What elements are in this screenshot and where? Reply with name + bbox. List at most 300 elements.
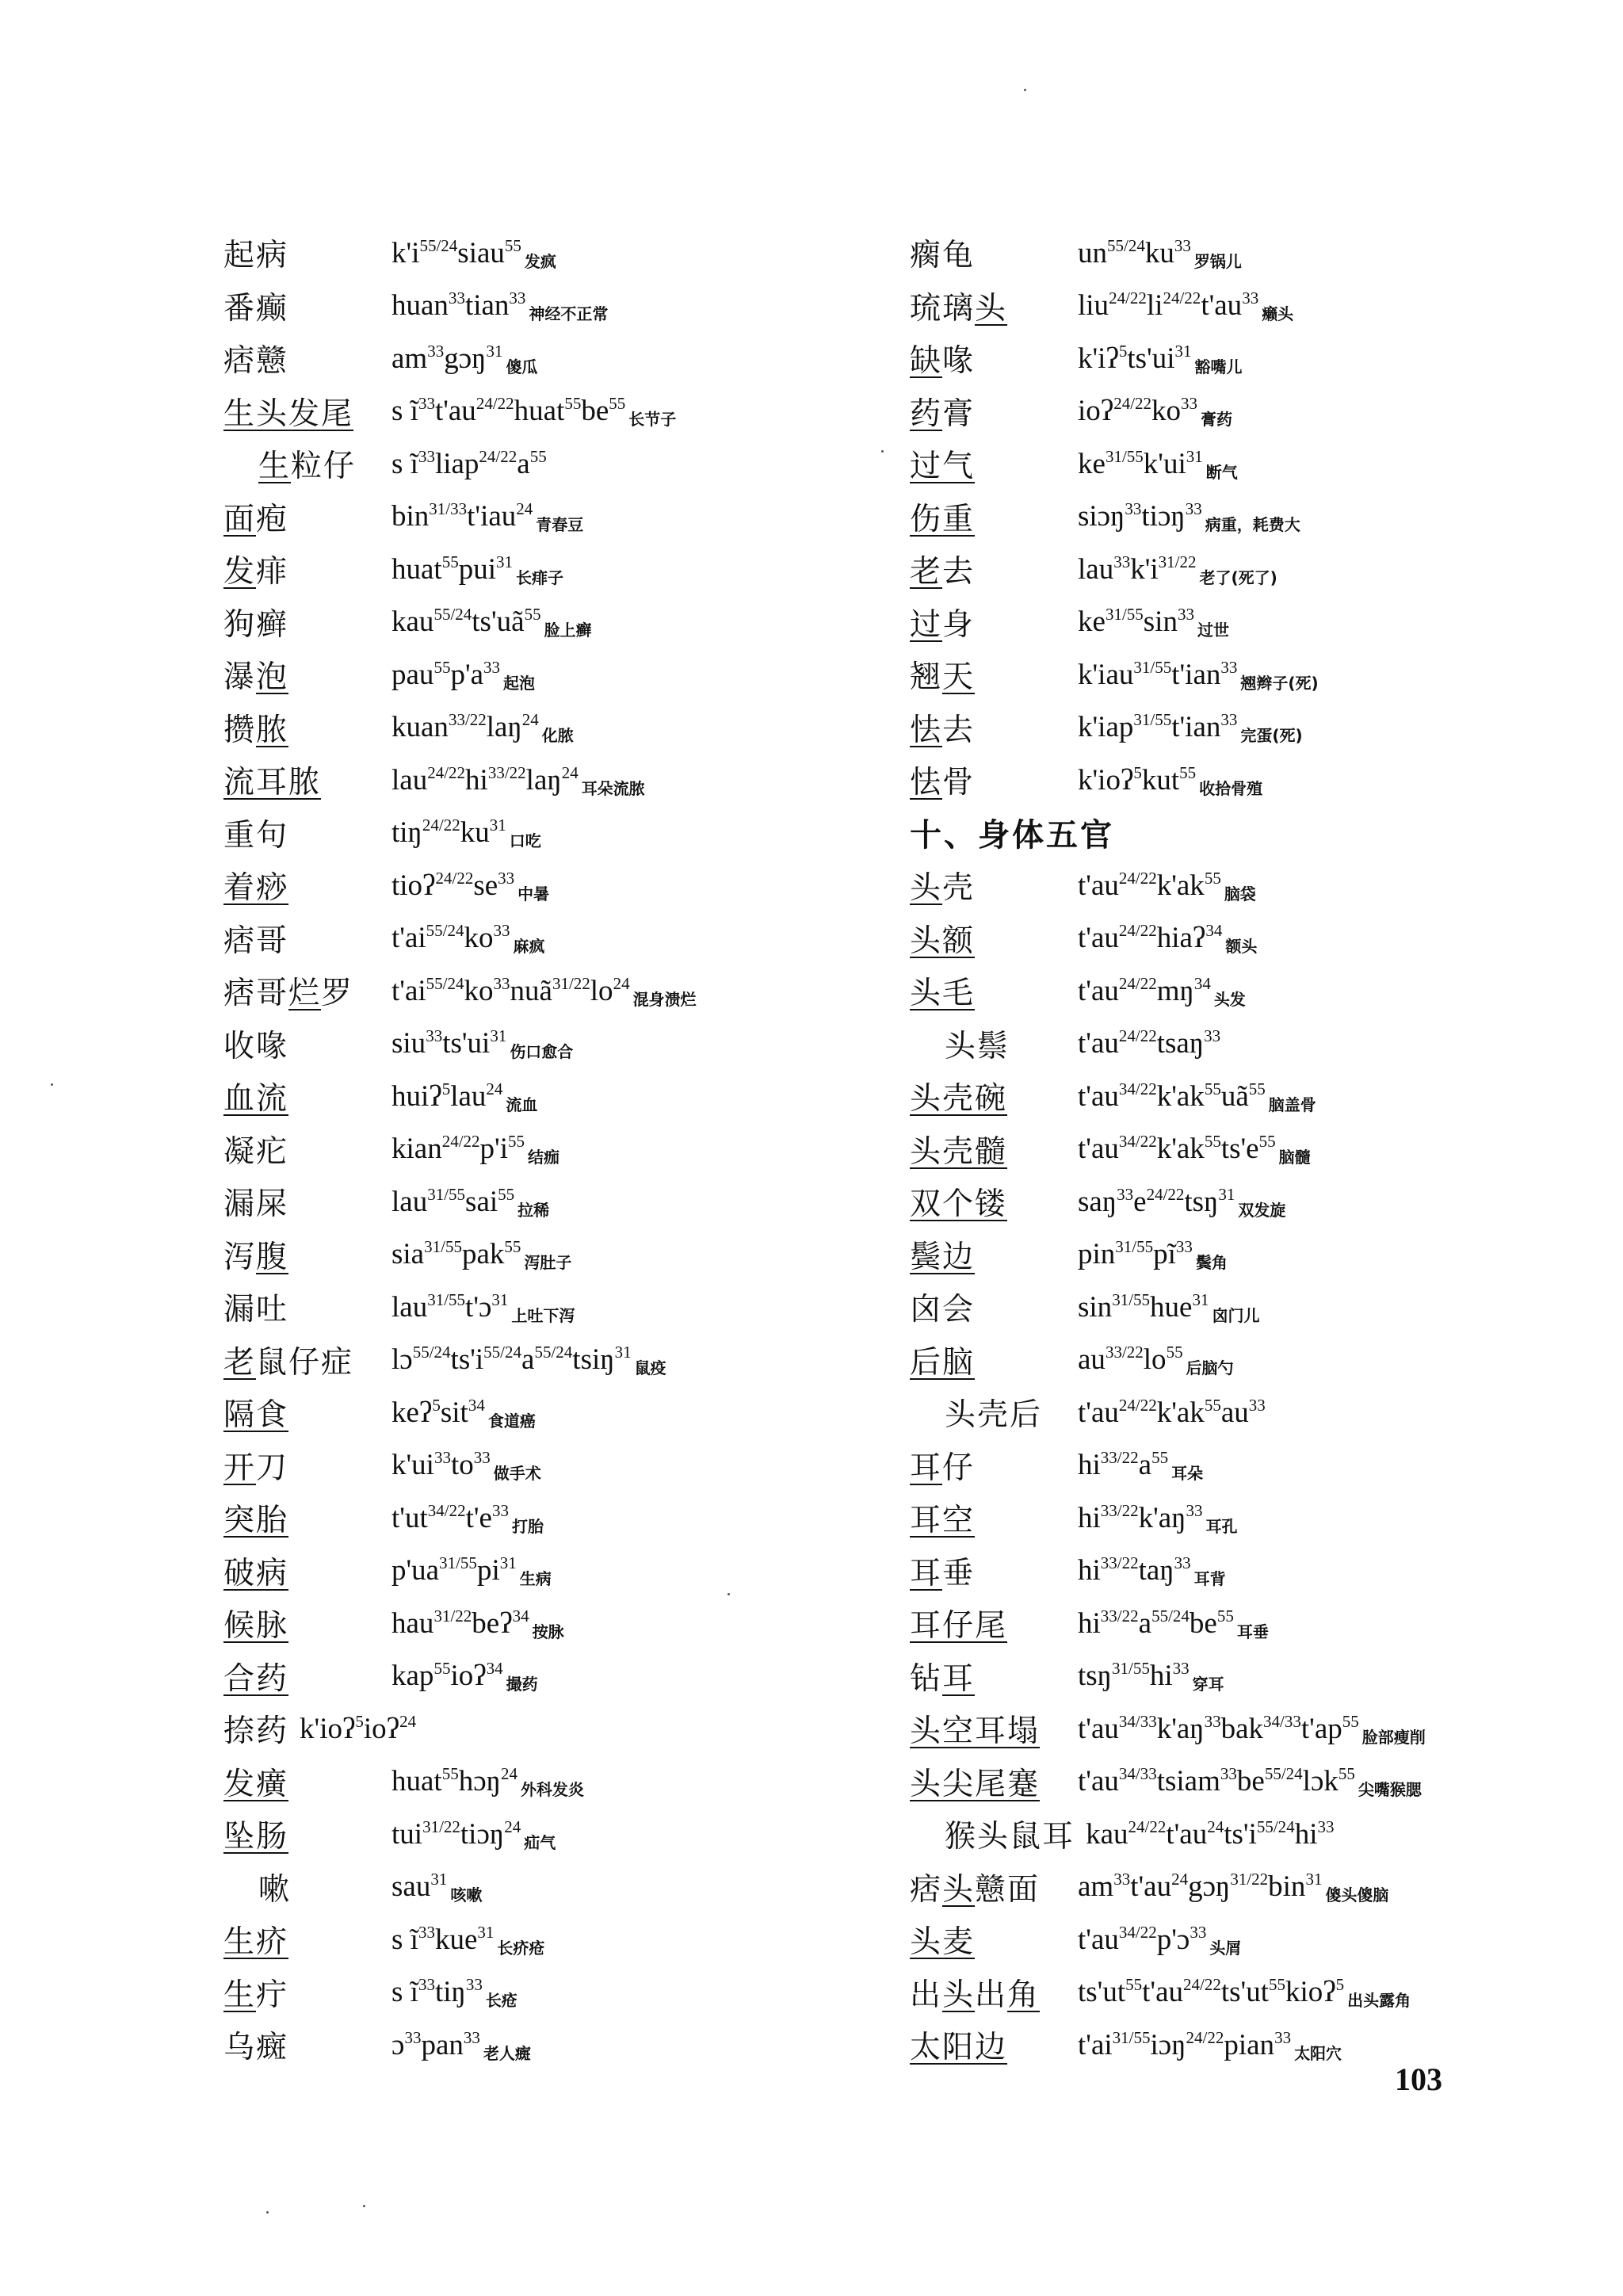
term-char: 头 bbox=[910, 923, 943, 959]
term-char: 破 bbox=[223, 1555, 257, 1591]
term-char: 发 bbox=[223, 554, 257, 590]
entry-term bbox=[223, 968, 391, 1013]
entry-row bbox=[910, 491, 1583, 544]
entry-pronunciation: ɔ$^{33}$pan$^{33}$ bbox=[391, 2027, 480, 2061]
entry-pronunciation: s $ĩ^{33}tiŋ^{33}$ bbox=[391, 1975, 483, 2009]
entry-gloss: 豁嘴儿 bbox=[1194, 357, 1243, 376]
entry-pronunciation: $hi^{33/22}k'aŋ^{33}$ bbox=[1078, 1500, 1203, 1534]
entry-term bbox=[223, 441, 391, 486]
term-char: 鼠 bbox=[1010, 1819, 1043, 1855]
term-char: 粒 bbox=[291, 449, 324, 485]
scan-speck bbox=[727, 1593, 730, 1595]
term-char: 边 bbox=[975, 2030, 1008, 2066]
term-char: 头 bbox=[910, 1713, 943, 1750]
term-char: 戆 bbox=[975, 1871, 1008, 1908]
entry-pronunciation: huat$^{55}$pui$^{31}$ bbox=[391, 552, 513, 586]
term-char: 痧 bbox=[256, 870, 289, 907]
term-char: 哥 bbox=[256, 976, 289, 1012]
term-char: 老 bbox=[910, 554, 943, 590]
entry-row bbox=[910, 1861, 1583, 1914]
entry-pronunciation: k'iap$^{31/55}$t'ian$^{33}$ bbox=[1078, 710, 1238, 744]
term-char: 猴 bbox=[945, 1819, 978, 1855]
entry-row bbox=[223, 1228, 897, 1282]
entry-pronunciation: $t'au^{34/22}k'ak^{55}uã^{55}$ bbox=[1078, 1079, 1266, 1113]
entry-row bbox=[223, 437, 897, 491]
entry-row bbox=[223, 227, 897, 280]
term-char: 着 bbox=[223, 870, 257, 907]
term-char: 钻 bbox=[910, 1660, 943, 1697]
term-char: 流 bbox=[256, 1081, 289, 1117]
entry-gloss: 长疮 bbox=[485, 1991, 517, 2011]
term-char: 喙 bbox=[942, 343, 976, 380]
entry-gloss: 翘辫子(死) bbox=[1240, 673, 1319, 693]
term-char: 流 bbox=[223, 765, 257, 801]
term-char: 发 bbox=[288, 395, 322, 432]
entry-row bbox=[910, 912, 1583, 965]
entry-row bbox=[223, 1966, 897, 2019]
term-char: 怯 bbox=[910, 712, 943, 748]
entry-gloss: 中暑 bbox=[517, 884, 550, 904]
term-char: 吐 bbox=[256, 1292, 289, 1328]
term-char: 药 bbox=[256, 1660, 289, 1697]
right-column bbox=[910, 227, 1583, 2072]
entry-gloss: 额头 bbox=[1225, 937, 1258, 957]
entry-term bbox=[910, 600, 1078, 644]
term-char: 垂 bbox=[942, 1555, 976, 1591]
term-char: 龟 bbox=[942, 238, 976, 274]
term-char: 额 bbox=[942, 923, 976, 959]
entry-gloss: 傻瓜 bbox=[506, 357, 538, 376]
scan-speck bbox=[51, 1083, 53, 1086]
entry-row bbox=[223, 1755, 897, 1809]
entry-row bbox=[223, 1808, 897, 1861]
term-char: 塌 bbox=[1007, 1713, 1041, 1750]
entry-pronunciation: tui$^{31/22}$tiɔŋ$^{24}$ bbox=[391, 1817, 521, 1851]
entry-gloss: 结痂 bbox=[528, 1148, 559, 1167]
entry-pronunciation: $ke^{31/55}k'ui^{31}$ bbox=[1078, 446, 1203, 480]
term-char: 面 bbox=[223, 501, 257, 537]
term-char: 头 bbox=[942, 1977, 976, 2013]
term-char: 膏 bbox=[942, 395, 976, 432]
entry-pronunciation: $am^{33}gɔŋ^{31}$ bbox=[391, 341, 503, 375]
entry-pronunciation: s $ĩ^{33}liap^{24/22}a^{55}$ bbox=[391, 446, 547, 480]
term-char: 疔 bbox=[256, 1977, 289, 2013]
term-char: 瀑 bbox=[223, 659, 257, 696]
entry-term bbox=[910, 1074, 1078, 1118]
entry-gloss: 按脉 bbox=[532, 1622, 564, 1641]
entry-pronunciation: siɔŋ$^{33}$tiɔŋ$^{33}$ bbox=[1078, 499, 1202, 533]
term-char: 捺 bbox=[223, 1713, 257, 1750]
term-char: 漏 bbox=[223, 1186, 257, 1223]
entry-term bbox=[223, 1706, 288, 1751]
term-char: 边 bbox=[942, 1239, 976, 1275]
entry-pronunciation: $ts'ut^{55}t'au^{24/22}ts'ut^{55}kioʔ^5$ bbox=[1078, 1975, 1345, 2009]
entry-pronunciation: sia$^{31/55}$pak$^{55}$ bbox=[391, 1237, 521, 1271]
entry-gloss: 外科发炎 bbox=[520, 1780, 584, 1800]
term-char: 药 bbox=[256, 1713, 289, 1750]
term-char: 璃 bbox=[942, 290, 976, 327]
entry-gloss: 收拾骨殖 bbox=[1199, 778, 1263, 798]
entry-pronunciation: $kau^{24/22}t'au^{24}ts'i^{55/24}hi^{33}$ bbox=[1086, 1817, 1335, 1851]
entry-pronunciation: $kian^{24/22}p'i^{55}$ bbox=[391, 1132, 525, 1166]
term-char: 脓 bbox=[288, 765, 322, 801]
entry-pronunciation: $am^{33}t'au^{24}gɔŋ^{31/22}bin^{31}$ bbox=[1078, 1870, 1323, 1904]
entry-term bbox=[223, 652, 391, 697]
entry-row bbox=[910, 1913, 1583, 1966]
entry-pronunciation: k'ioʔ$^5$ioʔ$^{24}$ bbox=[300, 1711, 417, 1745]
entry-gloss: 老人癍 bbox=[483, 2043, 531, 2063]
entry-term bbox=[223, 1917, 391, 1962]
entry-gloss: 发疯 bbox=[524, 251, 556, 271]
term-char: 病 bbox=[256, 238, 289, 274]
entry-term bbox=[223, 389, 391, 434]
term-char: 突 bbox=[223, 1503, 257, 1539]
entry-pronunciation: $hi^{33/22}a^{55/24}be^{55}$ bbox=[1078, 1606, 1234, 1640]
entry-pronunciation: $p'ua^{31/55}pi^{31}$ bbox=[391, 1553, 517, 1587]
entry-pronunciation: $liu^{24/22}li^{24/22}t'au^{33}$ bbox=[1078, 288, 1259, 323]
entry-term bbox=[223, 1812, 391, 1856]
entry-term bbox=[223, 1285, 391, 1329]
entry-row bbox=[910, 1070, 1583, 1123]
term-char: 去 bbox=[942, 712, 976, 748]
term-char: 生 bbox=[223, 395, 257, 432]
entry-pronunciation: $t'au^{24/22}hiaʔ^{34}$ bbox=[1078, 921, 1223, 955]
term-char: 会 bbox=[942, 1292, 976, 1328]
entry-term bbox=[223, 1127, 391, 1171]
entry-gloss: 神经不正常 bbox=[529, 304, 609, 324]
term-char: 瘸 bbox=[910, 238, 943, 274]
entry-row bbox=[223, 1650, 897, 1703]
entry-gloss: 混身溃烂 bbox=[632, 989, 697, 1009]
term-char: 重 bbox=[942, 501, 976, 537]
entry-pronunciation: $k'iʔ^5ts'ui^{31}$ bbox=[1078, 341, 1192, 375]
term-char: 坠 bbox=[223, 1819, 257, 1855]
entry-term bbox=[223, 284, 391, 328]
term-char: 狗 bbox=[223, 606, 257, 643]
entry-pronunciation: lau$^{31/55}$sai$^{55}$ bbox=[391, 1184, 515, 1218]
entry-gloss: 后脑勺 bbox=[1186, 1358, 1234, 1378]
entry-row bbox=[223, 1861, 897, 1914]
entry-row bbox=[910, 1175, 1583, 1228]
entry-gloss: 脸上癣 bbox=[544, 621, 592, 640]
entry-pronunciation: kuan$^{33/22}$laŋ$^{24}$ bbox=[391, 710, 539, 744]
term-char: 缺 bbox=[910, 343, 943, 380]
entry-pronunciation: $t'au^{34/33}k'aŋ^{33}bak^{34/33}t'ap^{55}$ bbox=[1078, 1711, 1359, 1745]
entry-term bbox=[910, 1338, 1078, 1382]
term-char: 头 bbox=[945, 1028, 978, 1064]
term-char: 髓 bbox=[975, 1133, 1008, 1170]
term-char: 个 bbox=[942, 1186, 976, 1223]
term-char: 耳 bbox=[910, 1555, 943, 1591]
entry-gloss: 打胎 bbox=[511, 1516, 544, 1536]
entry-gloss: 口吃 bbox=[509, 831, 541, 851]
term-char: 收 bbox=[223, 1028, 257, 1064]
entry-gloss: 脑盖骨 bbox=[1268, 1095, 1316, 1114]
entry-pronunciation: $t'au^{34/22}k'ak^{55}ts'e^{55}$ bbox=[1078, 1132, 1276, 1166]
entry-gloss: 脸部瘦削 bbox=[1361, 1727, 1426, 1747]
entry-pronunciation: $t'ai^{31/55}iɔŋ^{24/22}pian^{33}$ bbox=[1078, 2027, 1292, 2061]
entry-row bbox=[223, 1018, 897, 1071]
entry-gloss: 病重，耗费大 bbox=[1205, 515, 1300, 535]
entry-gloss: 太阳穴 bbox=[1294, 2043, 1342, 2063]
term-char: 镂 bbox=[975, 1186, 1008, 1223]
entry-pronunciation: $t'au^{24/22}k'ak^{55}$ bbox=[1078, 868, 1221, 902]
entry-row bbox=[910, 1492, 1583, 1545]
term-char: 麦 bbox=[942, 1924, 976, 1961]
entry-pronunciation: $au^{33/22}lo^{55}$ bbox=[1078, 1343, 1183, 1377]
entry-gloss: 头发 bbox=[1213, 989, 1246, 1009]
scan-speck bbox=[266, 2211, 269, 2214]
entry-term bbox=[223, 547, 391, 591]
term-char: 壳 bbox=[977, 1397, 1010, 1434]
term-char: 耳 bbox=[910, 1608, 943, 1645]
term-char: 空 bbox=[942, 1713, 976, 1750]
entry-pronunciation: s $ĩ^{33}kue^{31}$ bbox=[391, 1922, 495, 1956]
entry-row bbox=[223, 1439, 897, 1492]
entry-row bbox=[910, 1228, 1583, 1282]
term-char: 番 bbox=[223, 290, 257, 327]
entry-term bbox=[910, 758, 1078, 802]
entry-pronunciation: $k'i^{55/24}siau^{55}$ bbox=[391, 235, 521, 269]
entry-gloss: 生病 bbox=[519, 1569, 552, 1589]
entry-term bbox=[223, 1759, 391, 1804]
entry-pronunciation: bin$^{31/33}$t'iau$^{24}$ bbox=[391, 499, 533, 533]
entry-term bbox=[910, 1654, 1078, 1698]
term-char: 壳 bbox=[942, 1081, 976, 1117]
entry-term bbox=[223, 495, 391, 539]
term-char: 仔 bbox=[288, 1344, 322, 1381]
entry-term bbox=[910, 1496, 1078, 1540]
term-char: 痞 bbox=[910, 1871, 943, 1908]
term-char: 凝 bbox=[223, 1133, 257, 1170]
entry-row bbox=[910, 807, 1583, 860]
entry-term bbox=[910, 1917, 1078, 1962]
entry-gloss: 罗锅儿 bbox=[1193, 251, 1242, 271]
entry-gloss: 长疥疮 bbox=[497, 1938, 545, 1958]
entry-pronunciation: s $ĩ^{33}t'au^{24/22}huat^{55}be^{55}$ bbox=[391, 394, 626, 428]
entry-pronunciation: $k'ui^{33}to^{33}$ bbox=[391, 1448, 491, 1482]
term-char: 起 bbox=[223, 238, 257, 274]
entry-row bbox=[910, 1808, 1583, 1861]
entry-row bbox=[910, 1597, 1583, 1650]
entry-row bbox=[910, 1334, 1583, 1387]
entry-gloss: 膏药 bbox=[1201, 410, 1233, 430]
entry-term bbox=[910, 1970, 1078, 2015]
entry-term bbox=[910, 1232, 1078, 1277]
entry-term bbox=[910, 231, 1078, 275]
entry-term bbox=[910, 547, 1078, 591]
term-char: 耳 bbox=[910, 1503, 943, 1539]
entry-row bbox=[910, 1755, 1583, 1809]
entry-term bbox=[910, 863, 1078, 907]
term-char: 头 bbox=[975, 290, 1008, 327]
entry-pronunciation: $t'ai^{55/24}ko^{33}$ bbox=[391, 921, 510, 955]
term-char: 尾 bbox=[975, 1766, 1008, 1802]
term-char: 出 bbox=[975, 1977, 1008, 2013]
entry-row bbox=[910, 965, 1583, 1018]
entry-gloss: 脑袋 bbox=[1224, 884, 1256, 904]
entry-gloss: 过世 bbox=[1197, 621, 1229, 640]
term-char: 癀 bbox=[256, 1766, 289, 1802]
entry-gloss: 鼠疫 bbox=[634, 1358, 666, 1378]
entry-pronunciation: k'ioʔ$^5$kut$^{55}$ bbox=[1078, 762, 1197, 797]
scan-speck bbox=[881, 450, 884, 453]
term-char: 疱 bbox=[256, 501, 289, 537]
term-char: 老 bbox=[223, 1344, 257, 1381]
entry-pronunciation: $lau^{33}k'i^{31/22}$ bbox=[1078, 552, 1197, 586]
term-char: 发 bbox=[223, 1766, 257, 1802]
term-char: 琉 bbox=[910, 290, 943, 327]
entry-gloss: 头屑 bbox=[1209, 1938, 1242, 1958]
entry-row bbox=[223, 2019, 897, 2072]
entry-term bbox=[910, 916, 1078, 961]
entry-gloss: 伤口愈合 bbox=[510, 1042, 574, 1062]
term-char: 喙 bbox=[256, 1028, 289, 1064]
entry-gloss: 傻头傻脑 bbox=[1325, 1885, 1389, 1905]
term-char: 骨 bbox=[942, 765, 976, 801]
entry-term bbox=[223, 1601, 391, 1645]
entry-gloss: 耳朵 bbox=[1171, 1464, 1204, 1484]
term-char: 尾 bbox=[321, 395, 354, 432]
term-char: 开 bbox=[223, 1450, 257, 1486]
term-char: 头 bbox=[977, 1819, 1010, 1855]
entry-gloss: 老了(死了) bbox=[1199, 567, 1277, 587]
entry-term bbox=[910, 1759, 1078, 1804]
entry-term bbox=[910, 1285, 1078, 1329]
term-char: 句 bbox=[256, 817, 289, 854]
entry-gloss: 泻肚子 bbox=[524, 1253, 572, 1273]
term-char: 去 bbox=[942, 554, 976, 590]
term-char: 尖 bbox=[942, 1766, 976, 1802]
entry-row bbox=[910, 1439, 1583, 1492]
term-char: 病 bbox=[256, 1555, 289, 1591]
term-char: 双 bbox=[910, 1186, 943, 1223]
entry-row bbox=[910, 859, 1583, 912]
term-char: 过 bbox=[910, 606, 943, 643]
entry-row bbox=[223, 701, 897, 755]
entry-row bbox=[223, 491, 897, 544]
term-char: 翘 bbox=[910, 659, 943, 696]
term-char: 腹 bbox=[256, 1239, 289, 1275]
term-char: 耳 bbox=[1042, 1819, 1075, 1855]
entry-row bbox=[223, 596, 897, 649]
entry-gloss: 上吐下泻 bbox=[511, 1305, 575, 1325]
entry-row bbox=[910, 1281, 1583, 1334]
entry-term bbox=[223, 1654, 391, 1698]
entry-row bbox=[910, 596, 1583, 649]
entry-row bbox=[223, 332, 897, 385]
entry-row bbox=[910, 1018, 1583, 1071]
term-char: 痞 bbox=[223, 923, 257, 959]
entry-row bbox=[910, 1386, 1583, 1439]
term-char: 痱 bbox=[256, 554, 289, 590]
term-char: 伤 bbox=[910, 501, 943, 537]
term-char: 头 bbox=[256, 395, 289, 432]
entry-gloss: 囟门儿 bbox=[1212, 1305, 1260, 1325]
entry-row bbox=[910, 1545, 1583, 1598]
term-char: 壳 bbox=[942, 1133, 976, 1170]
entry-term bbox=[910, 968, 1078, 1013]
term-char: 仔 bbox=[942, 1450, 976, 1486]
entry-gloss: 长节子 bbox=[628, 410, 677, 430]
entry-term bbox=[223, 600, 391, 644]
entry-row bbox=[223, 1913, 897, 1966]
entry-pronunciation: huiʔ$^5$lau$^{24}$ bbox=[391, 1079, 503, 1113]
entry-term bbox=[223, 1232, 391, 1277]
entry-gloss: 完蛋(死) bbox=[1240, 726, 1303, 746]
entry-gloss: 撮药 bbox=[506, 1675, 538, 1694]
entry-row bbox=[910, 1650, 1583, 1703]
entry-row bbox=[223, 1123, 897, 1176]
entry-pronunciation: $t'au^{24/22}mŋ^{34}$ bbox=[1078, 973, 1211, 1007]
entry-pronunciation: $siu^{33}ts'ui^{31}$ bbox=[391, 1026, 507, 1060]
entry-gloss: 脑髓 bbox=[1278, 1148, 1311, 1167]
entry-term bbox=[910, 2023, 1078, 2067]
entry-gloss: 断气 bbox=[1205, 462, 1238, 482]
entry-gloss: 青春豆 bbox=[536, 515, 584, 535]
entry-gloss: 耳背 bbox=[1193, 1569, 1226, 1589]
entry-pronunciation: kap$^{55}$ioʔ$^{34}$ bbox=[391, 1659, 503, 1693]
term-char: 出 bbox=[910, 1977, 943, 2013]
entry-row bbox=[910, 437, 1583, 491]
term-char: 脑 bbox=[942, 1344, 976, 1381]
entry-gloss: 拉稀 bbox=[517, 1200, 550, 1220]
term-char: 屎 bbox=[256, 1186, 289, 1223]
entry-term bbox=[910, 1390, 1078, 1435]
entry-term bbox=[223, 1549, 391, 1593]
term-char: 候 bbox=[223, 1608, 257, 1645]
entry-term bbox=[223, 758, 391, 802]
entry-gloss: 耳孔 bbox=[1205, 1516, 1238, 1536]
term-char: 过 bbox=[910, 449, 943, 485]
entry-term bbox=[223, 1338, 391, 1382]
term-char: 合 bbox=[223, 1660, 257, 1697]
term-char: 面 bbox=[1007, 1871, 1041, 1908]
term-char: 刀 bbox=[256, 1450, 289, 1486]
entry-gloss: 双发旋 bbox=[1238, 1200, 1286, 1220]
entry-gloss: 咳嗽 bbox=[450, 1885, 483, 1905]
term-char: 鬃 bbox=[977, 1028, 1010, 1064]
entry-row bbox=[223, 1175, 897, 1228]
term-char: 食 bbox=[256, 1397, 289, 1434]
entry-pronunciation: $pau^{55}p'a^{33}$ bbox=[391, 657, 501, 691]
entry-gloss: 鬓角 bbox=[1195, 1253, 1228, 1273]
entry-row bbox=[910, 701, 1583, 755]
term-char: 空 bbox=[942, 1503, 976, 1539]
entry-row bbox=[910, 754, 1583, 807]
entry-row bbox=[910, 1702, 1583, 1755]
entry-row bbox=[910, 332, 1583, 385]
term-char: 仔 bbox=[942, 1608, 976, 1645]
entry-term bbox=[223, 705, 391, 750]
entry-row bbox=[223, 1597, 897, 1650]
entry-row bbox=[910, 2019, 1583, 2072]
entry-pronunciation: $hi^{33/22}taŋ^{33}$ bbox=[1078, 1553, 1191, 1587]
scan-speck bbox=[363, 2205, 365, 2207]
term-char: 怯 bbox=[910, 765, 943, 801]
entry-term bbox=[223, 1865, 391, 1909]
entry-gloss: 长痱子 bbox=[515, 567, 563, 587]
entry-row bbox=[910, 227, 1583, 280]
entry-gloss: 做手术 bbox=[493, 1464, 541, 1484]
entry-term bbox=[223, 1496, 391, 1540]
term-char: 头 bbox=[910, 1766, 943, 1802]
term-char: 攒 bbox=[223, 712, 257, 748]
entry-row bbox=[223, 1702, 897, 1755]
term-char: 肠 bbox=[256, 1819, 289, 1855]
entry-pronunciation: $t'au^{24/22}k'ak^{55}au^{33}$ bbox=[1078, 1395, 1266, 1429]
entry-row bbox=[223, 1281, 897, 1334]
